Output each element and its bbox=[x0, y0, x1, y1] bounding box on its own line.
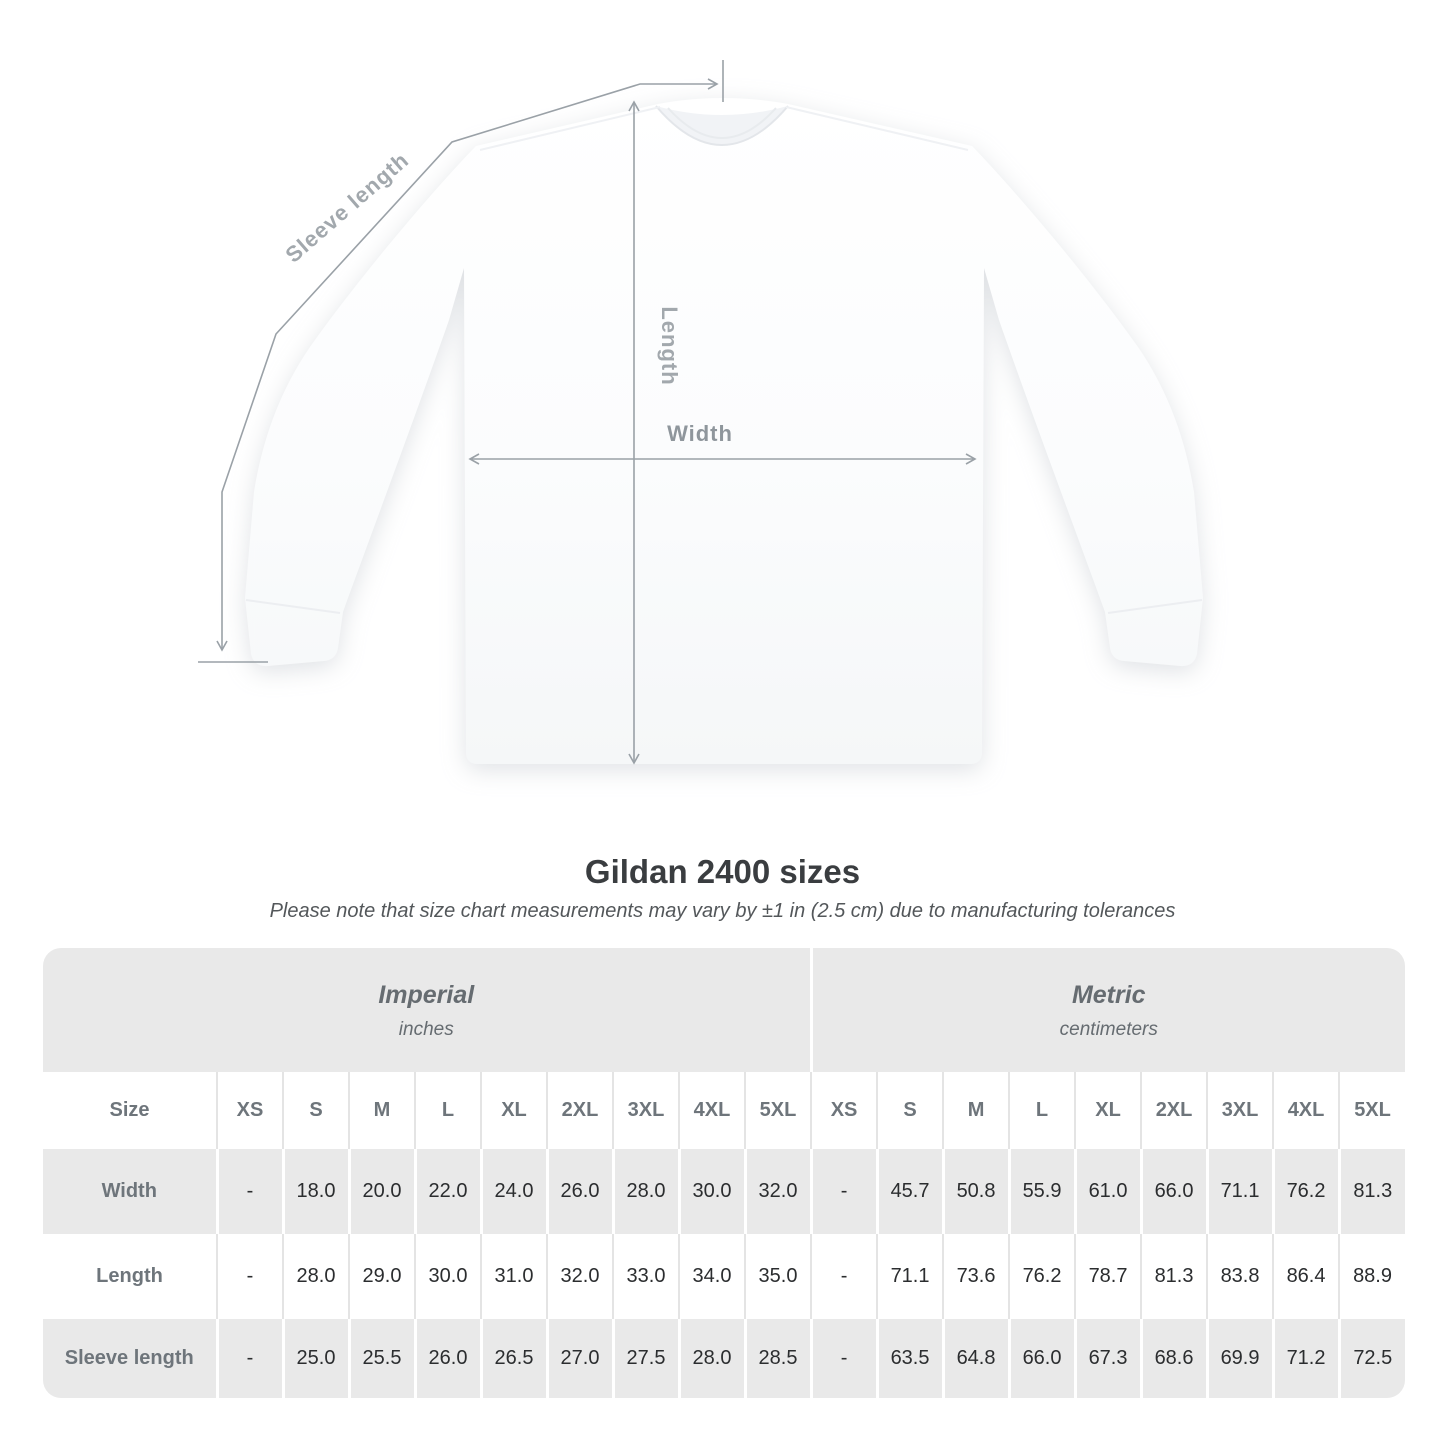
table-cell: 26.0 bbox=[415, 1319, 481, 1398]
unit-group-label: Imperial bbox=[378, 981, 475, 1009]
table-cell: - bbox=[217, 1234, 283, 1319]
size-header-cell: 2XL bbox=[1141, 1072, 1207, 1149]
size-header-cell: M bbox=[349, 1072, 415, 1149]
table-cell: 26.5 bbox=[481, 1319, 547, 1398]
measurement-row-label: Sleeve length bbox=[43, 1319, 217, 1398]
table-cell: 83.8 bbox=[1207, 1234, 1273, 1319]
table-cell: 34.0 bbox=[679, 1234, 745, 1319]
length-label: Length bbox=[657, 306, 682, 386]
table-row bbox=[43, 1234, 1405, 1319]
size-header-cell: 4XL bbox=[1273, 1072, 1339, 1149]
table-cell: 31.0 bbox=[481, 1234, 547, 1319]
size-corner-header: Size bbox=[43, 1072, 217, 1149]
size-header-cell: S bbox=[877, 1072, 943, 1149]
table-cell: 29.0 bbox=[349, 1234, 415, 1319]
table-cell: 86.4 bbox=[1273, 1234, 1339, 1319]
table-cell: 24.0 bbox=[481, 1149, 547, 1234]
table-cell: 71.1 bbox=[1207, 1149, 1273, 1234]
table-cell: 63.5 bbox=[877, 1319, 943, 1398]
table-row bbox=[43, 1072, 1405, 1149]
unit-group-header-metric bbox=[811, 948, 1405, 1072]
size-header-cell: XS bbox=[811, 1072, 877, 1149]
table-cell: 66.0 bbox=[1141, 1149, 1207, 1234]
size-header-cell: XL bbox=[1075, 1072, 1141, 1149]
table-cell: 22.0 bbox=[415, 1149, 481, 1234]
unit-group-units: inches bbox=[398, 1019, 454, 1040]
table-cell: - bbox=[217, 1149, 283, 1234]
table-cell: 64.8 bbox=[943, 1319, 1009, 1398]
table-cell: - bbox=[811, 1149, 877, 1234]
measurement-row-label: Length bbox=[43, 1234, 217, 1319]
size-table bbox=[43, 948, 1405, 1398]
size-header-cell: 3XL bbox=[613, 1072, 679, 1149]
size-header-cell: XS bbox=[217, 1072, 283, 1149]
table-cell: 50.8 bbox=[943, 1149, 1009, 1234]
table-cell: 45.7 bbox=[877, 1149, 943, 1234]
table-cell: - bbox=[217, 1319, 283, 1398]
table-row bbox=[43, 1149, 1405, 1234]
table-cell: 18.0 bbox=[283, 1149, 349, 1234]
table-cell: 71.1 bbox=[877, 1234, 943, 1319]
size-header-cell: 5XL bbox=[745, 1072, 811, 1149]
table-cell: 81.3 bbox=[1141, 1234, 1207, 1319]
table-cell: 81.3 bbox=[1339, 1149, 1405, 1234]
size-table-container bbox=[43, 948, 1405, 1398]
table-cell: 69.9 bbox=[1207, 1319, 1273, 1398]
table-cell: 66.0 bbox=[1009, 1319, 1075, 1398]
table-cell: 35.0 bbox=[745, 1234, 811, 1319]
table-cell: 76.2 bbox=[1273, 1149, 1339, 1234]
size-header-cell: M bbox=[943, 1072, 1009, 1149]
size-header-cell: 4XL bbox=[679, 1072, 745, 1149]
width-label: Width bbox=[667, 421, 733, 446]
table-cell: 28.0 bbox=[283, 1234, 349, 1319]
table-cell: 25.0 bbox=[283, 1319, 349, 1398]
table-cell: 88.9 bbox=[1339, 1234, 1405, 1319]
table-cell: 28.0 bbox=[679, 1319, 745, 1398]
size-header-cell: 5XL bbox=[1339, 1072, 1405, 1149]
table-cell: 61.0 bbox=[1075, 1149, 1141, 1234]
table-cell: 76.2 bbox=[1009, 1234, 1075, 1319]
table-row bbox=[43, 948, 1405, 1072]
table-cell: 33.0 bbox=[613, 1234, 679, 1319]
table-cell: 27.0 bbox=[547, 1319, 613, 1398]
size-header-cell: 2XL bbox=[547, 1072, 613, 1149]
size-header-cell: 3XL bbox=[1207, 1072, 1273, 1149]
table-cell: 20.0 bbox=[349, 1149, 415, 1234]
table-cell: 28.0 bbox=[613, 1149, 679, 1234]
measurement-row-label: Width bbox=[43, 1149, 217, 1234]
size-header-cell: S bbox=[283, 1072, 349, 1149]
table-body bbox=[43, 948, 1405, 1398]
table-cell: - bbox=[811, 1234, 877, 1319]
size-header-cell: L bbox=[415, 1072, 481, 1149]
unit-group-units: centimeters bbox=[1059, 1019, 1158, 1040]
table-cell: 72.5 bbox=[1339, 1319, 1405, 1398]
table-cell: 30.0 bbox=[679, 1149, 745, 1234]
table-cell: 30.0 bbox=[415, 1234, 481, 1319]
table-cell: 32.0 bbox=[547, 1234, 613, 1319]
table-cell: 55.9 bbox=[1009, 1149, 1075, 1234]
sleeve-length-label: Sleeve length bbox=[280, 147, 414, 268]
tolerance-note: Please note that size chart measurements may vary by ±1 in (2.5 cm) due to manufacturing tolerances bbox=[269, 900, 1176, 922]
unit-group-header-imperial bbox=[43, 948, 811, 1072]
table-cell: 25.5 bbox=[349, 1319, 415, 1398]
table-cell: 28.5 bbox=[745, 1319, 811, 1398]
table-cell: 27.5 bbox=[613, 1319, 679, 1398]
page-title: Gildan 2400 sizes bbox=[584, 853, 861, 890]
table-cell: 67.3 bbox=[1075, 1319, 1141, 1398]
table-cell: - bbox=[811, 1319, 877, 1398]
table-cell: 71.2 bbox=[1273, 1319, 1339, 1398]
size-header-cell: L bbox=[1009, 1072, 1075, 1149]
table-cell: 78.7 bbox=[1075, 1234, 1141, 1319]
table-cell: 26.0 bbox=[547, 1149, 613, 1234]
size-header-cell: XL bbox=[481, 1072, 547, 1149]
unit-group-label: Metric bbox=[1071, 981, 1146, 1009]
table-cell: 68.6 bbox=[1141, 1319, 1207, 1398]
table-row bbox=[43, 1319, 1405, 1398]
table-cell: 73.6 bbox=[943, 1234, 1009, 1319]
table-cell: 32.0 bbox=[745, 1149, 811, 1234]
